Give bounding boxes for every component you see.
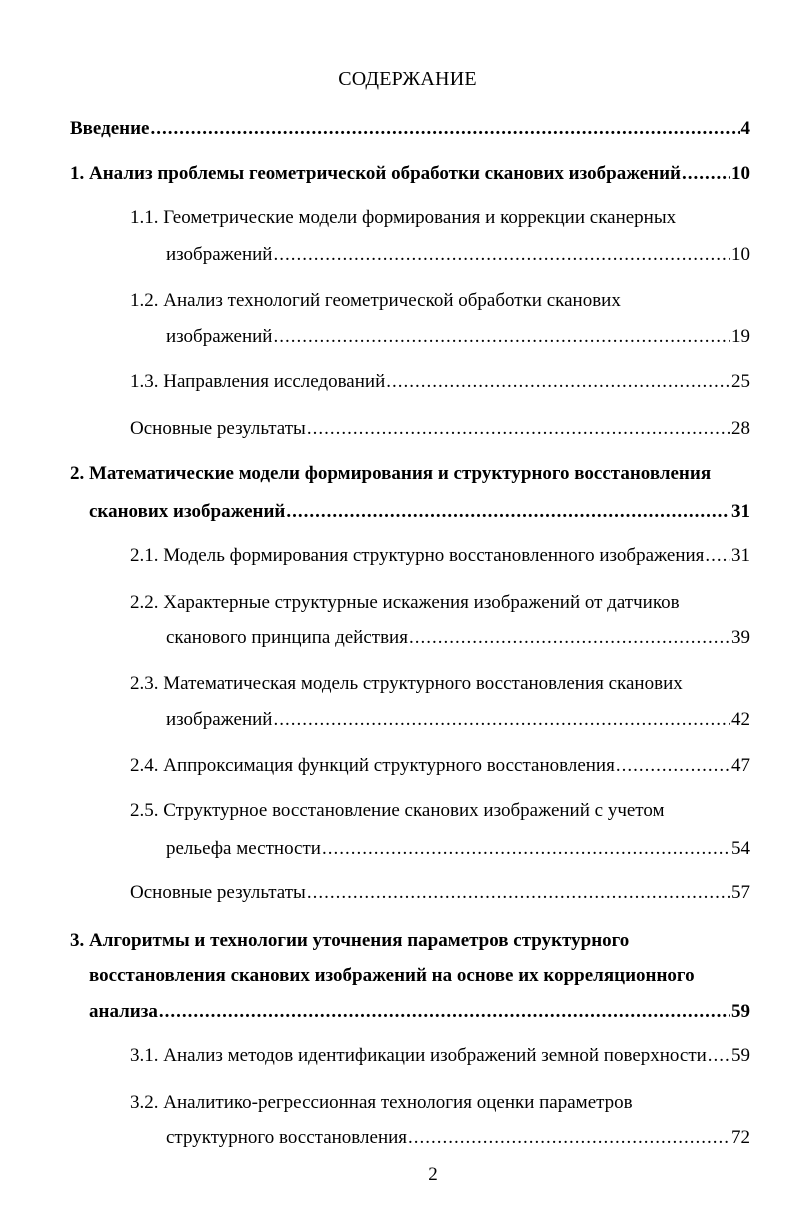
toc-entry-chapter-1 <box>70 162 750 186</box>
toc-entry-2-5-line1: 2.5. Структурное восстановление сканових изображений с учетом <box>130 800 665 821</box>
toc-entry-text: изображений <box>166 709 273 730</box>
dot-leader <box>616 754 730 778</box>
toc-entry-chapter-2 <box>89 500 750 524</box>
toc-entry-2-1 <box>130 544 750 568</box>
toc-entry-text: анализа <box>89 1001 158 1022</box>
toc-entry-chapter-2-line1: 2. Математические модели формирования и структурного восстановления <box>70 463 712 484</box>
toc-entry-results-2 <box>130 881 750 905</box>
page-number: 2 <box>428 1164 438 1185</box>
toc-entry-1-3 <box>130 370 750 394</box>
toc-entry-text: 2.4. Аппроксимация функций структурного восстановления <box>130 755 615 776</box>
toc-page-number: 28 <box>731 418 750 439</box>
toc-page-number: 19 <box>731 326 750 347</box>
toc-entry-text: Введение <box>70 118 150 139</box>
toc-entry-text: 1.3. Направления исследований <box>130 371 386 392</box>
toc-page-number: 10 <box>731 244 750 265</box>
toc-entry-3-2-line1: 3.2. Аналитико-регрессионная технология оценки параметров <box>130 1092 633 1113</box>
toc-entry-2-4 <box>130 754 750 778</box>
dot-leader <box>409 626 730 650</box>
toc-entry-1-2-line1: 1.2. Анализ технологий геометрической обработки сканових <box>130 290 621 311</box>
toc-page-number: 4 <box>740 118 750 139</box>
toc-page-number: 54 <box>731 838 750 859</box>
dot-leader <box>682 162 730 186</box>
toc-entry-text: рельефа местности <box>166 838 321 859</box>
toc-page-number: 59 <box>731 1001 750 1022</box>
dot-leader <box>705 544 730 568</box>
toc-entry-3-1 <box>130 1044 750 1068</box>
toc-entry-chapter-3 <box>89 1000 750 1024</box>
toc-entry-introduction <box>70 117 750 141</box>
toc-entry-1-2 <box>166 325 750 349</box>
dot-leader <box>386 370 730 394</box>
toc-page-number: 42 <box>731 709 750 730</box>
toc-entry-text: 1. Анализ проблемы геометрической обработки сканових изображений <box>70 163 682 184</box>
toc-entry-1-1-line1: 1.1. Геометрические модели формирования и коррекции сканерных <box>130 207 677 228</box>
toc-page-number: 39 <box>731 627 750 648</box>
toc-entry-results-1 <box>130 417 750 441</box>
toc-entry-2-5 <box>166 837 750 861</box>
toc-page-number: 10 <box>731 163 750 184</box>
toc-entry-chapter-3-line2: восстановления сканових изображений на основе их корреляционного <box>89 965 695 986</box>
toc-entry-text: 2.1. Модель формирования структурно восстановленного изображения <box>130 545 705 566</box>
toc-page-number: 47 <box>731 755 750 776</box>
dot-leader <box>273 325 730 349</box>
toc-page-number: 25 <box>731 371 750 392</box>
toc-entry-2-3-line1: 2.3. Математическая модель структурного восстановления сканових <box>130 673 683 694</box>
dot-leader <box>307 417 730 441</box>
toc-entry-2-2 <box>166 626 750 650</box>
toc-entry-text: структурного восстановления <box>166 1127 408 1148</box>
toc-entry-2-2-line1: 2.2. Характерные структурные искажения изображений от датчиков <box>130 592 680 613</box>
dot-leader <box>322 837 730 861</box>
dot-leader <box>159 1000 730 1024</box>
toc-page-number: 31 <box>731 545 750 566</box>
dot-leader <box>151 117 740 141</box>
toc-page-number: 59 <box>731 1045 750 1066</box>
dot-leader <box>708 1044 730 1068</box>
toc-entry-text: изображений <box>166 244 273 265</box>
toc-entry-chapter-3-line1: 3. Алгоритмы и технологии уточнения параметров структурного <box>70 930 630 951</box>
toc-page-number: 72 <box>731 1127 750 1148</box>
toc-entry-text: сканового принципа действия <box>166 627 408 648</box>
toc-entry-3-2 <box>166 1126 750 1150</box>
toc-page-number: 31 <box>731 501 750 522</box>
toc-entry-1-1 <box>166 243 750 267</box>
page-title: СОДЕРЖАНИЕ <box>338 68 477 90</box>
toc-entry-text: Основные результаты <box>130 882 306 903</box>
toc-entry-2-3 <box>166 708 750 732</box>
dot-leader <box>307 881 730 905</box>
toc-entry-text: сканових изображений <box>89 501 286 522</box>
dot-leader <box>273 708 730 732</box>
toc-page-number: 57 <box>731 882 750 903</box>
toc-entry-text: Основные результаты <box>130 418 306 439</box>
toc-entry-text: 3.1. Анализ методов идентификации изображений земной поверхности <box>130 1045 707 1066</box>
dot-leader <box>273 243 730 267</box>
dot-leader <box>286 500 730 524</box>
dot-leader <box>408 1126 730 1150</box>
toc-entry-text: изображений <box>166 326 273 347</box>
